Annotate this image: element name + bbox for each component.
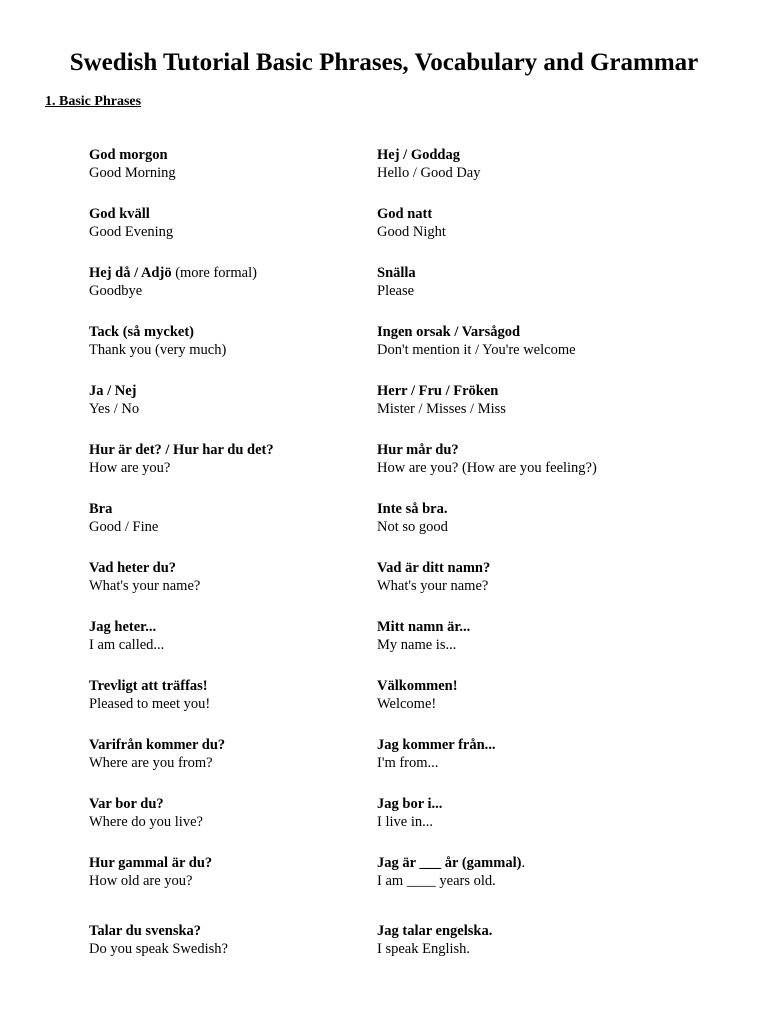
phrase-entry bbox=[89, 854, 212, 890]
english-translation: Welcome! bbox=[377, 696, 437, 712]
english-translation: Good / Fine bbox=[89, 519, 159, 535]
english-translation: Good Night bbox=[377, 224, 446, 240]
swedish-phrase: Hej / Goddag bbox=[377, 147, 460, 163]
swedish-phrase: Hur är det? / Hur har du det? bbox=[89, 442, 274, 458]
swedish-phrase: Jag kommer från... bbox=[377, 737, 496, 753]
english-translation: How old are you? bbox=[89, 873, 193, 889]
english-translation: Not so good bbox=[377, 519, 448, 535]
english-translation: What's your name? bbox=[89, 578, 201, 594]
english-translation: Do you speak Swedish? bbox=[89, 941, 228, 957]
phrase-entry bbox=[89, 441, 274, 477]
english-translation: Good Evening bbox=[89, 224, 174, 240]
english-translation: I am called... bbox=[89, 637, 165, 653]
english-translation: Where are you from? bbox=[89, 755, 213, 771]
swedish-phrase: Vad är ditt namn? bbox=[377, 560, 491, 576]
swedish-phrase: God morgon bbox=[89, 147, 168, 163]
phrase-entry bbox=[89, 922, 228, 958]
english-translation: Don't mention it / You're welcome bbox=[377, 342, 576, 358]
phrase-entry bbox=[89, 736, 225, 772]
swedish-phrase: Ingen orsak / Varsågod bbox=[377, 324, 521, 340]
swedish-phrase: Var bor du? bbox=[89, 796, 164, 812]
phrase-entry bbox=[377, 795, 442, 831]
swedish-phrase: Jag bor i... bbox=[377, 796, 443, 812]
phrase-entry bbox=[89, 146, 176, 182]
phrase-entry bbox=[89, 205, 173, 241]
swedish-phrase: Snälla bbox=[377, 265, 416, 281]
swedish-phrase: Bra bbox=[89, 501, 113, 517]
english-translation: I speak English. bbox=[377, 941, 471, 957]
phrase-entry bbox=[89, 264, 257, 300]
phrase-entry bbox=[377, 323, 576, 359]
english-translation: My name is... bbox=[377, 637, 457, 653]
swedish-phrase: Inte så bra. bbox=[377, 501, 448, 517]
phrase-entry bbox=[377, 146, 481, 182]
english-translation: I'm from... bbox=[377, 755, 439, 771]
swedish-phrase: God kväll bbox=[89, 206, 150, 222]
phrase-entry bbox=[89, 618, 164, 654]
english-translation: Good Morning bbox=[89, 165, 176, 181]
phrase-entry bbox=[377, 854, 525, 890]
english-translation: Pleased to meet you! bbox=[89, 696, 211, 712]
swedish-phrase: Jag talar engelska. bbox=[377, 923, 493, 939]
swedish-phrase: Välkommen! bbox=[377, 678, 458, 694]
swedish-phrase: Tack (så mycket) bbox=[89, 324, 194, 340]
english-translation: Please bbox=[377, 283, 415, 299]
phrase-entry bbox=[89, 795, 203, 831]
phrase-entry bbox=[377, 677, 458, 713]
phrase-entry bbox=[377, 736, 496, 772]
phrase-entry bbox=[377, 205, 446, 241]
english-translation: Hello / Good Day bbox=[377, 165, 481, 181]
phrase-entry bbox=[377, 559, 490, 595]
swedish-phrase: Hej då / Adjö (more formal) bbox=[89, 265, 257, 281]
phrase-entry bbox=[89, 559, 200, 595]
phrase-entry bbox=[89, 677, 210, 713]
phrase-entry bbox=[377, 922, 492, 958]
swedish-phrase: Mitt namn är... bbox=[377, 619, 471, 635]
swedish-phrase: Jag är ___ år (gammal). bbox=[377, 855, 526, 871]
swedish-phrase: Trevligt att träffas! bbox=[89, 678, 208, 694]
swedish-phrase: Varifrån kommer du? bbox=[89, 737, 226, 753]
phrase-entry bbox=[377, 500, 448, 536]
english-translation: Thank you (very much) bbox=[89, 342, 227, 358]
english-translation: Yes / No bbox=[89, 401, 140, 417]
phrase-entry bbox=[377, 382, 506, 418]
swedish-phrase: God natt bbox=[377, 206, 433, 222]
english-translation: What's your name? bbox=[377, 578, 489, 594]
english-translation: Goodbye bbox=[89, 283, 143, 299]
page-title: Swedish Tutorial Basic Phrases, Vocabulary and Grammar bbox=[69, 49, 699, 76]
swedish-phrase: Talar du svenska? bbox=[89, 923, 202, 939]
english-translation: Mister / Misses / Miss bbox=[377, 401, 506, 417]
phrase-entry bbox=[89, 323, 226, 359]
swedish-phrase: Jag heter... bbox=[89, 619, 157, 635]
phrase-entry bbox=[377, 441, 597, 477]
swedish-phrase: Herr / Fru / Fröken bbox=[377, 383, 499, 399]
phrase-entry bbox=[377, 264, 416, 300]
swedish-phrase: Ja / Nej bbox=[89, 383, 137, 399]
english-translation: Where do you live? bbox=[89, 814, 203, 830]
section-heading: 1. Basic Phrases bbox=[45, 94, 142, 109]
phrase-entry bbox=[377, 618, 470, 654]
english-translation: I am ____ years old. bbox=[377, 873, 496, 889]
swedish-phrase: Vad heter du? bbox=[89, 560, 177, 576]
swedish-phrase: Hur mår du? bbox=[377, 442, 459, 458]
swedish-phrase: Hur gammal är du? bbox=[89, 855, 213, 871]
english-translation: I live in... bbox=[377, 814, 433, 830]
phrase-entry bbox=[89, 500, 158, 536]
english-translation: How are you? bbox=[89, 460, 171, 476]
phrase-entry bbox=[89, 382, 139, 418]
english-translation: How are you? (How are you feeling?) bbox=[377, 460, 597, 476]
